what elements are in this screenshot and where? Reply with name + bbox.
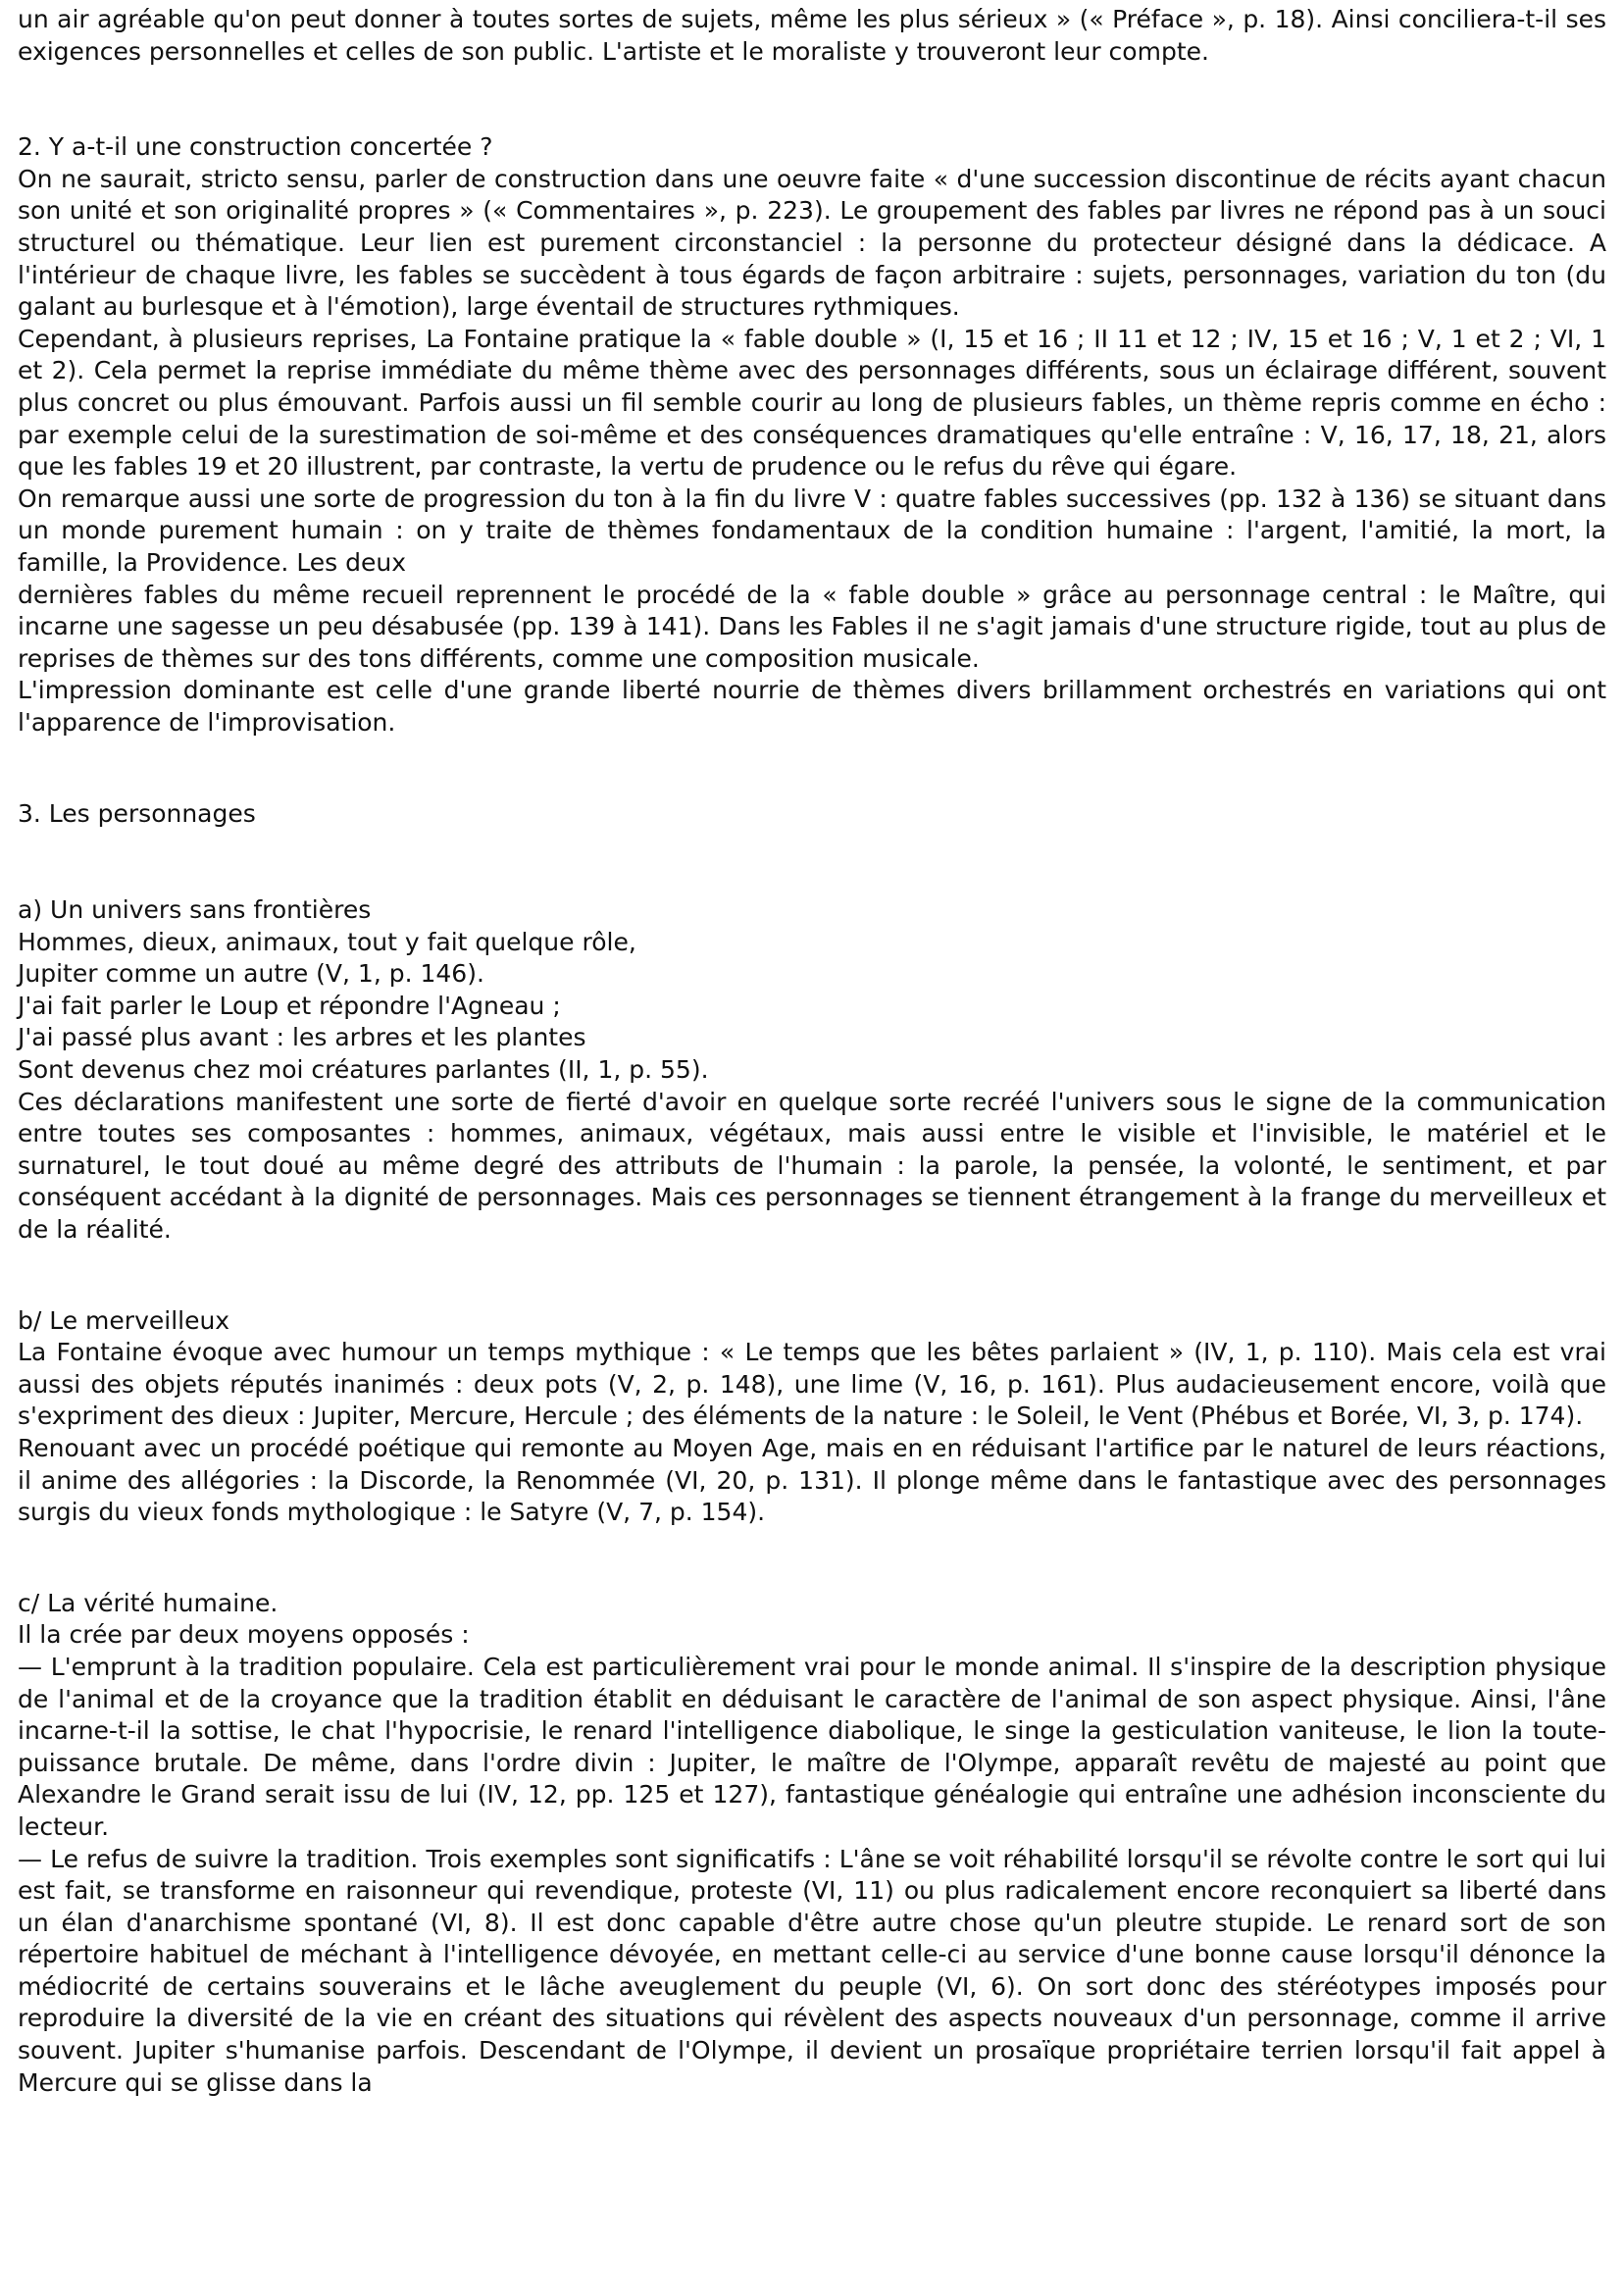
section-2-paragraph: On remarque aussi une sorte de progression du ton à la fin du livre V : quatre fables successives (pp. 132 à 136) se situant dans un monde purement humain : on y traite de thèmes fondamentaux de la condition humaine : l'argent, l'amitié, la mort, la famille, la Providence. Les deux [18, 484, 1606, 577]
verse-line: J'ai fait parler le Loup et répondre l'Agneau ; [18, 991, 561, 1020]
subsection-b-paragraph: La Fontaine évoque avec humour un temps mythique : « Le temps que les bêtes parlaient » (IV, 1, p. 110). Mais cela est vrai aussi des objets réputés inanimés : deux pots (V, 2, p. 148), une lime (V, 16, p. 161). Plus audacieusement encore, voilà que s'expriment des dieux : Jupiter, Mercure, Hercule ; des éléments de la nature : le Soleil, le Vent (Phébus et Borée, VI, 3, p. 174). [18, 1338, 1606, 1431]
verse-line: Jupiter comme un autre (V, 1, p. 146). [18, 959, 484, 989]
subsection-c-intro: Il la crée par deux moyens opposés : [18, 1620, 470, 1650]
subsection-b-heading: b/ Le merveilleux [18, 1305, 230, 1335]
intro-paragraph: un air agréable qu'on peut donner à toutes sortes de sujets, même les plus sérieux » (« Préface », p. 18). Ainsi conciliera-t-il ses exigences personnelles et celles de son public. L'artiste et le moraliste y trouveront leur compte. [18, 5, 1606, 66]
section-2-paragraph: Cependant, à plusieurs reprises, La Fontaine pratique la « fable double » (I, 15 et 16 ; II 11 et 12 ; IV, 15 et 16 ; V, 1 et 2 ; VI, 1 et 2). Cela permet la reprise immédiate du même thème avec des personnages différents, sous un éclairage différent, souvent plus concret ou plus émouvant. Parfois aussi un fil semble courir au long de plusieurs fables, un thème repris comme en écho : par exemple celui de la surestimation de soi-même et des conséquences dramatiques qu'elle entraîne : V, 16, 17, 18, 21, alors que les fables 19 et 20 illustrent, par contraste, la vertu de prudence ou le refus du rêve qui égare. [18, 324, 1606, 482]
subsection-a-paragraph: Ces déclarations manifestent une sorte de fierté d'avoir en quelque sorte recréé l'univers sous le signe de la communication entre toutes ses composantes : hommes, animaux, végétaux, mais aussi entre le visible et l'invisible, le matériel et le surnaturel, le tout doué au même degré des attributs de l'humain : la parole, la pensée, la volonté, le sentiment, et par conséquent accédant à la dignité de personnages. Mais ces personnages se tiennent étrangement à la frange du merveilleux et de la réalité. [18, 1087, 1606, 1244]
verse-line: Hommes, dieux, animaux, tout y fait quelque rôle, [18, 927, 636, 956]
subsection-c-paragraph: — L'emprunt à la tradition populaire. Cela est particulièrement vrai pour le monde animal. Il s'inspire de la description physique de l'animal et de la croyance que la tradition établit en déduisant le caractère de l'animal de son aspect physique. Ainsi, l'âne incarne-t-il la sottise, le chat l'hypocrisie, le renard l'intelligence diabolique, le singe la gesticulation vaniteuse, le lion la toute-puissance brutale. De même, dans l'ordre divin : Jupiter, le maître de l'Olympe, apparaît revêtu de majesté au point que Alexandre le Grand serait issu de lui (IV, 12, pp. 125 et 127), fantastique généalogie qui entraîne une adhésion inconsciente du lecteur. [18, 1652, 1606, 1841]
section-spacer [18, 831, 1606, 894]
subsection-c-heading: c/ La vérité humaine. [18, 1588, 279, 1617]
section-spacer [18, 1247, 1606, 1305]
section-2-paragraph: On ne saurait, stricto sensu, parler de construction dans une oeuvre faite « d'une succession discontinue de récits ayant chacun son unité et son originalité propres » (« Commentaires », p. 223). Le groupement des fables par livres ne répond pas à un souci structurel ou thématique. Leur lien est purement circonstanciel : la personne du protecteur désigné dans la dédicace. A l'intérieur de chaque livre, les fables se succèdent à tous égards de façon arbitraire : sujets, personnages, variation du ton (du galant au burlesque et à l'émotion), large éventail de structures rythmiques. [18, 164, 1606, 322]
section-spacer [18, 68, 1606, 131]
verse-line: Sont devenus chez moi créatures parlantes (II, 1, p. 55). [18, 1055, 709, 1085]
section-2-paragraph: L'impression dominante est celle d'une grande liberté nourrie de thèmes divers brillamment orchestrés en variations qui ont l'apparence de l'improvisation. [18, 676, 1606, 737]
section-spacer [18, 739, 1606, 798]
subsection-b-paragraph: Renouant avec un procédé poétique qui remonte au Moyen Age, mais en en réduisant l'artifice par le naturel de leurs réactions, il anime des allégories : la Discorde, la Renommée (VI, 20, p. 131). Il plonge même dans le fantastique avec des personnages surgis du vieux fonds mythologique : le Satyre (V, 7, p. 154). [18, 1433, 1606, 1527]
section-3-heading: 3. Les personnages [18, 799, 256, 829]
subsection-c-paragraph: — Le refus de suivre la tradition. Trois exemples sont significatifs : L'âne se voit réhabilité lorsqu'il se révolte contre le sort qui lui est fait, se transforme en raisonneur qui revendique, proteste (VI, 11) ou plus radicalement encore reconquiert sa liberté dans un élan d'anarchisme spontané (VI, 8). Il est donc capable d'être autre chose qu'un pleutre stupide. Le renard sort de son répertoire habituel de méchant à l'intelligence dévoyée, en mettant celle-ci au service d'une bonne cause lorsqu'il dénonce la médiocrité de certains souverains et le lâche aveuglement du peuple (VI, 6). On sort donc des stéréotypes imposés pour reproduire la diversité de la vie en créant des situations qui révèlent des aspects nouveaux d'un personnage, comme il arrive souvent. Jupiter s'humanise parfois. Descendant de l'Olympe, il devient un prosaïque propriétaire terrien lorsqu'il fait appel à Mercure qui se glisse dans la [18, 1844, 1606, 2097]
section-spacer [18, 1529, 1606, 1588]
verse-line: J'ai passé plus avant : les arbres et les plantes [18, 1023, 586, 1052]
section-2-paragraph: dernières fables du même recueil reprennent le procédé de la « fable double » grâce au personnage central : le Maître, qui incarne une sagesse un peu désabusée (pp. 139 à 141). Dans les Fables il ne s'agit jamais d'une structure rigide, tout au plus de reprises de thèmes sur des tons différents, comme une composition musicale. [18, 580, 1606, 673]
document-body [18, 4, 1606, 2099]
subsection-a-heading: a) Un univers sans frontières [18, 895, 372, 925]
section-2-heading: 2. Y a-t-il une construction concertée ? [18, 132, 493, 162]
